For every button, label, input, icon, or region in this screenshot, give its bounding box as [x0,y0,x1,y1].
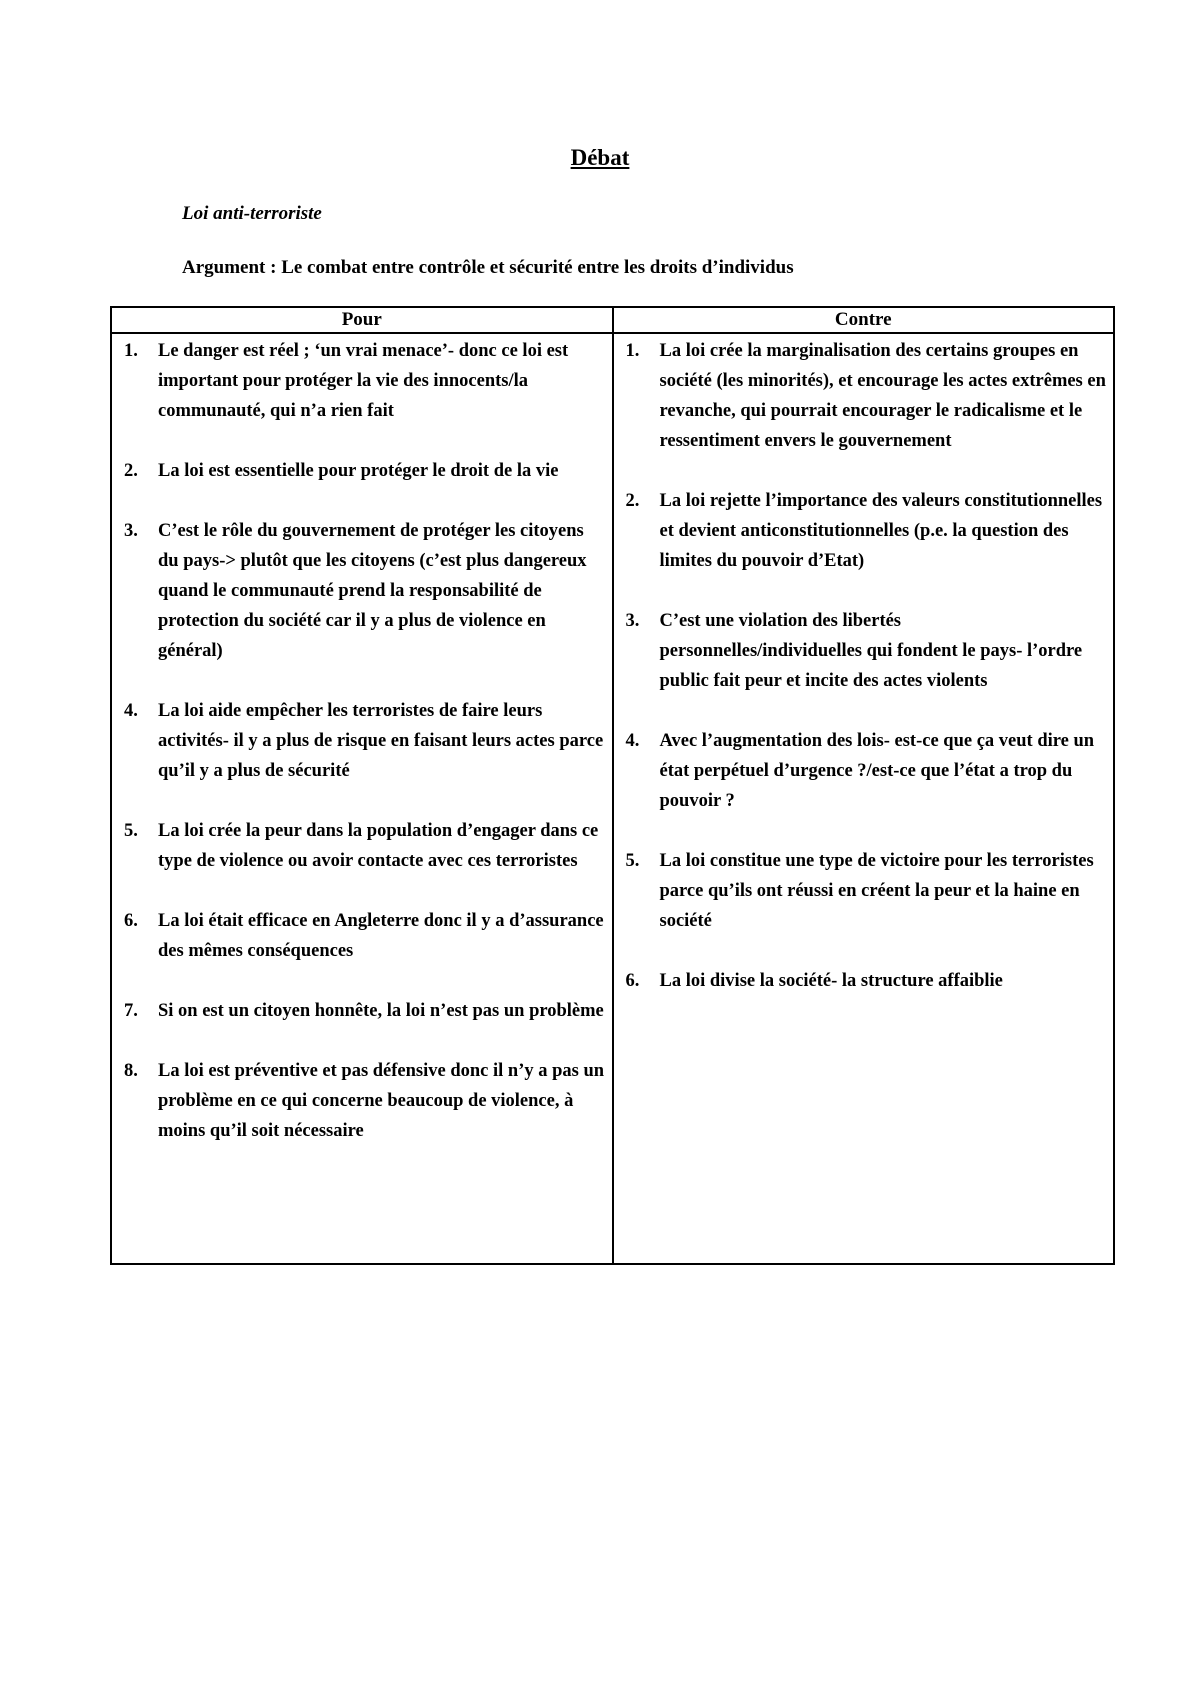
list-item [112,906,612,966]
list-item [112,1056,612,1146]
item-text: Le danger est réel ; ‘un vrai menace’- donc ce loi est important pour protéger la vie des innocents/la communauté, qui n’a rien fait [158,341,569,421]
item-number: 5. [625,851,640,871]
item-text: La loi crée la marginalisation des certains groupes en société (les minorités), et encourage les actes extrêmes en revanche, qui pourrait encourager le radicalisme et le ressentiment envers le gouvernement [659,341,1106,451]
list-item [614,486,1114,576]
list-item [112,336,612,426]
item-number: 6. [625,971,640,991]
item-number: 2. [625,491,640,511]
pour-list [112,334,612,1146]
item-text: La loi aide empêcher les terroristes de faire leurs activités- il y a plus de risque en faisant leurs actes parce qu’il y a plus de sécurité [158,701,604,781]
table-header-row [111,307,1114,333]
pour-cell [111,333,613,1264]
column-header-pour: Pour [111,307,613,333]
list-item [614,606,1114,696]
item-number: 4. [625,731,640,751]
item-text: La loi divise la société- la structure affaiblie [659,971,1003,991]
list-item [614,336,1114,456]
item-text: Avec l’augmentation des lois- est-ce que ça veut dire un état perpétuel d’urgence ?/est-ce que l’état a trop du pouvoir ? [659,731,1095,811]
item-number: 1. [625,341,640,361]
list-item [112,456,612,486]
item-number: 3. [625,611,640,631]
list-item [112,516,612,666]
list-item [112,816,612,876]
list-item [614,726,1114,816]
debate-table [110,306,1115,1265]
item-number: 8. [124,1061,138,1081]
item-number: 7. [124,1001,138,1021]
argument-line: Argument : Le combat entre contrôle et sécurité entre les droits d’individus [182,257,794,278]
page-title: Débat [570,145,630,170]
list-item [112,996,612,1026]
table-row [111,333,1114,1264]
item-text: La loi est essentielle pour protéger le droit de la vie [158,461,559,481]
item-number: 5. [124,821,138,841]
contre-cell [613,333,1115,1264]
subtitle: Loi anti-terroriste [182,203,322,224]
item-text: C’est une violation des libertés personnelles/individuelles qui fondent le pays- l’ordre public fait peur et incite des actes violents [659,611,1083,691]
item-number: 4. [124,701,138,721]
item-text: La loi était efficace en Angleterre donc il y a d’assurance des mêmes conséquences [158,911,604,961]
item-number: 1. [124,341,138,361]
item-text: C’est le rôle du gouvernement de protéger les citoyens du pays-> plutôt que les citoyens (c’est plus dangereux quand le communauté prend la responsabilité de protection du société car il y a plus de violence en général) [158,521,587,661]
list-item [614,966,1114,996]
item-text: La loi constitue une type de victoire pour les terroristes parce qu’ils ont réussi en créent la peur et la haine en société [659,851,1094,931]
item-number: 2. [124,461,138,481]
contre-list [614,334,1114,996]
item-text: La loi est préventive et pas défensive donc il n’y a pas un problème en ce qui concerne beaucoup de violence, à moins qu’il soit nécessaire [158,1061,605,1141]
list-item [112,696,612,786]
item-text: La loi rejette l’importance des valeurs constitutionnelles et devient anticonstitutionnelles (p.e. la question des limites du pouvoir d’Etat) [659,491,1103,571]
column-header-contre: Contre [613,307,1115,333]
item-number: 3. [124,521,138,541]
item-text: Si on est un citoyen honnête, la loi n’est pas un problème [158,1001,604,1021]
list-item [614,846,1114,936]
item-text: La loi crée la peur dans la population d’engager dans ce type de violence ou avoir contacte avec ces terroristes [158,821,599,871]
item-number: 6. [124,911,138,931]
